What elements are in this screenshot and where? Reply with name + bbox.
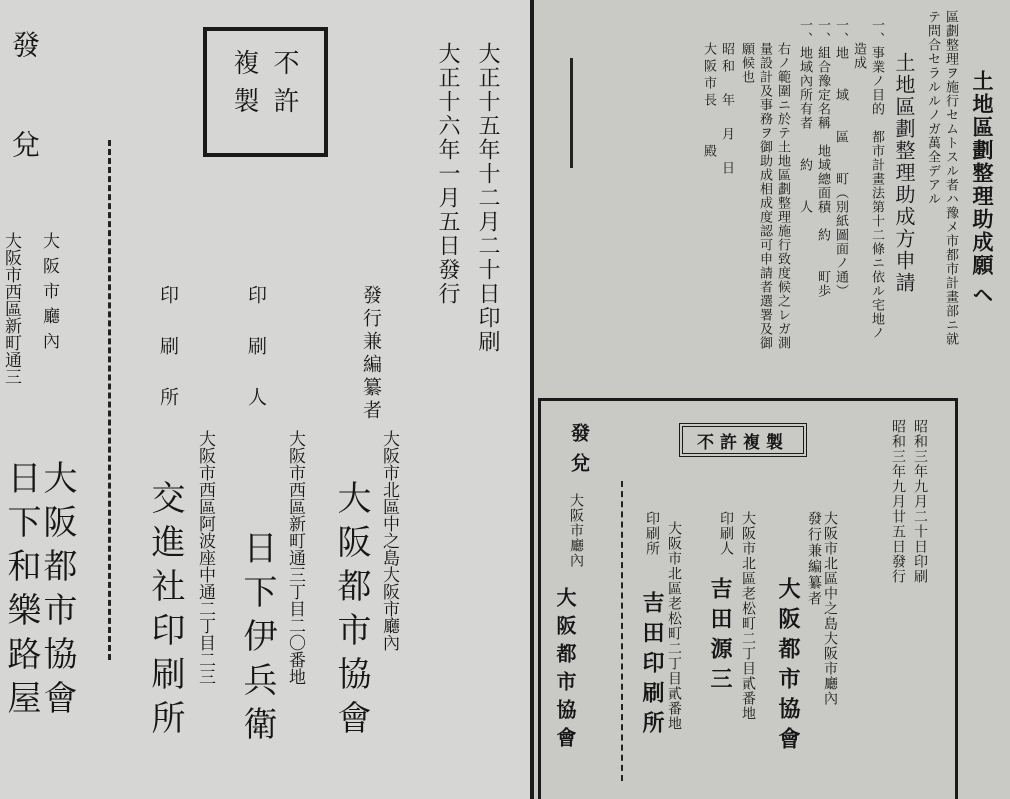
left-margin-rule: [570, 58, 573, 168]
addressee: 大阪市長 殿: [701, 42, 716, 161]
press-label: 印刷所: [644, 511, 660, 556]
body-line3: 願候也: [739, 42, 754, 84]
editor-address: 大阪市北區中之島大阪市廳內: [379, 430, 399, 651]
printer-address: 大阪市北區老松町二丁目貳番地: [740, 511, 756, 721]
body-line2: 量設計及事務ヲ御助成相成度認可申請者選署及御: [757, 42, 772, 350]
intro-line1: 區劃整理ヲ施行セムトスル者ハ豫メ市都市計畫部ニ就: [943, 10, 958, 346]
editor-name: 大阪都市協會: [331, 480, 371, 744]
dashed-divider: [108, 140, 111, 660]
no-reproduction-stamp: 不許複製: [679, 423, 807, 457]
item-area: 一、地 域 區 町（別紙圖面ノ通）: [833, 18, 848, 298]
issue-date: 大正十六年一月五日發行: [435, 42, 460, 306]
publisher-heading-bottom: 兌: [8, 130, 41, 160]
press-address: 大阪市北區老松町二丁目貳番地: [666, 521, 682, 731]
colophon-box: [538, 398, 958, 799]
seller-address: 大阪市西區新町通三: [1, 232, 21, 385]
item-purpose-cont: 造成: [851, 42, 866, 70]
no-reproduction-stamp: [203, 27, 328, 157]
body-line1: 右ノ範圍ニ於テ土地區劃整理施行致度候之レガ測: [775, 42, 790, 350]
printer-name: 日下伊兵衛: [237, 530, 277, 750]
printer-name: 吉田源三: [707, 577, 733, 697]
editor-address: 大阪市北區中之島大阪市廳內: [822, 511, 838, 706]
form-title: 土地區劃整理助成願: [970, 70, 995, 277]
seller-name: 日下和樂路屋: [1, 460, 41, 724]
print-date: 大正十五年十二月二十日印刷: [475, 42, 500, 354]
dashed-divider: [621, 481, 623, 781]
right-form-page: [534, 0, 1010, 799]
press-address: 大阪市西區阿波座中通二丁目二三: [195, 430, 215, 685]
publisher-name: 大阪都市協會: [37, 460, 77, 724]
intro-line2: テ問合セラルルノガ萬全デアル: [925, 10, 940, 206]
editor-label: 發行兼編纂者: [806, 511, 822, 607]
form-heading: 土地區劃整理助成方申請: [892, 52, 916, 294]
press-name: 交進社印刷所: [145, 480, 185, 744]
editor-label: 發行兼編纂者: [360, 285, 382, 423]
form-mark: ヘ: [970, 284, 995, 307]
press-name: 吉田印刷所: [639, 591, 665, 741]
publisher-city-office: 大阪市廳內: [568, 493, 584, 568]
publisher-city-office: 大阪市廳內: [39, 232, 59, 357]
printer-label: 印刷人: [245, 285, 267, 438]
date-line: 昭和 年 月 日: [719, 42, 734, 178]
printer-label: 印刷人: [718, 511, 734, 556]
publisher-heading-bottom: 兌: [568, 453, 590, 472]
editor-name: 大阪都市協會: [775, 577, 801, 757]
item-owners: 一、地域內所有者 約 人: [797, 18, 812, 214]
publisher-heading-top: 發: [8, 30, 41, 60]
notice-col1: 不許: [269, 49, 299, 125]
notice-col2: 複製: [229, 49, 259, 125]
publisher-heading-top: 發: [568, 423, 590, 442]
item-purpose: 一、事業ノ目的 都市計畫法第十二條ニ依ル宅地ノ: [869, 18, 884, 340]
issue-date: 昭和三年九月廿五日發行: [890, 419, 906, 584]
publisher-name: 大阪都市協會: [553, 587, 577, 755]
printer-address: 大阪市西區新町通三丁目二〇番地: [285, 430, 305, 685]
press-label: 印刷所: [157, 285, 179, 438]
print-date: 昭和三年九月二十日印刷: [912, 419, 928, 584]
item-association: 一、組合豫定名稱 地域總面積 約 町歩: [815, 18, 830, 298]
